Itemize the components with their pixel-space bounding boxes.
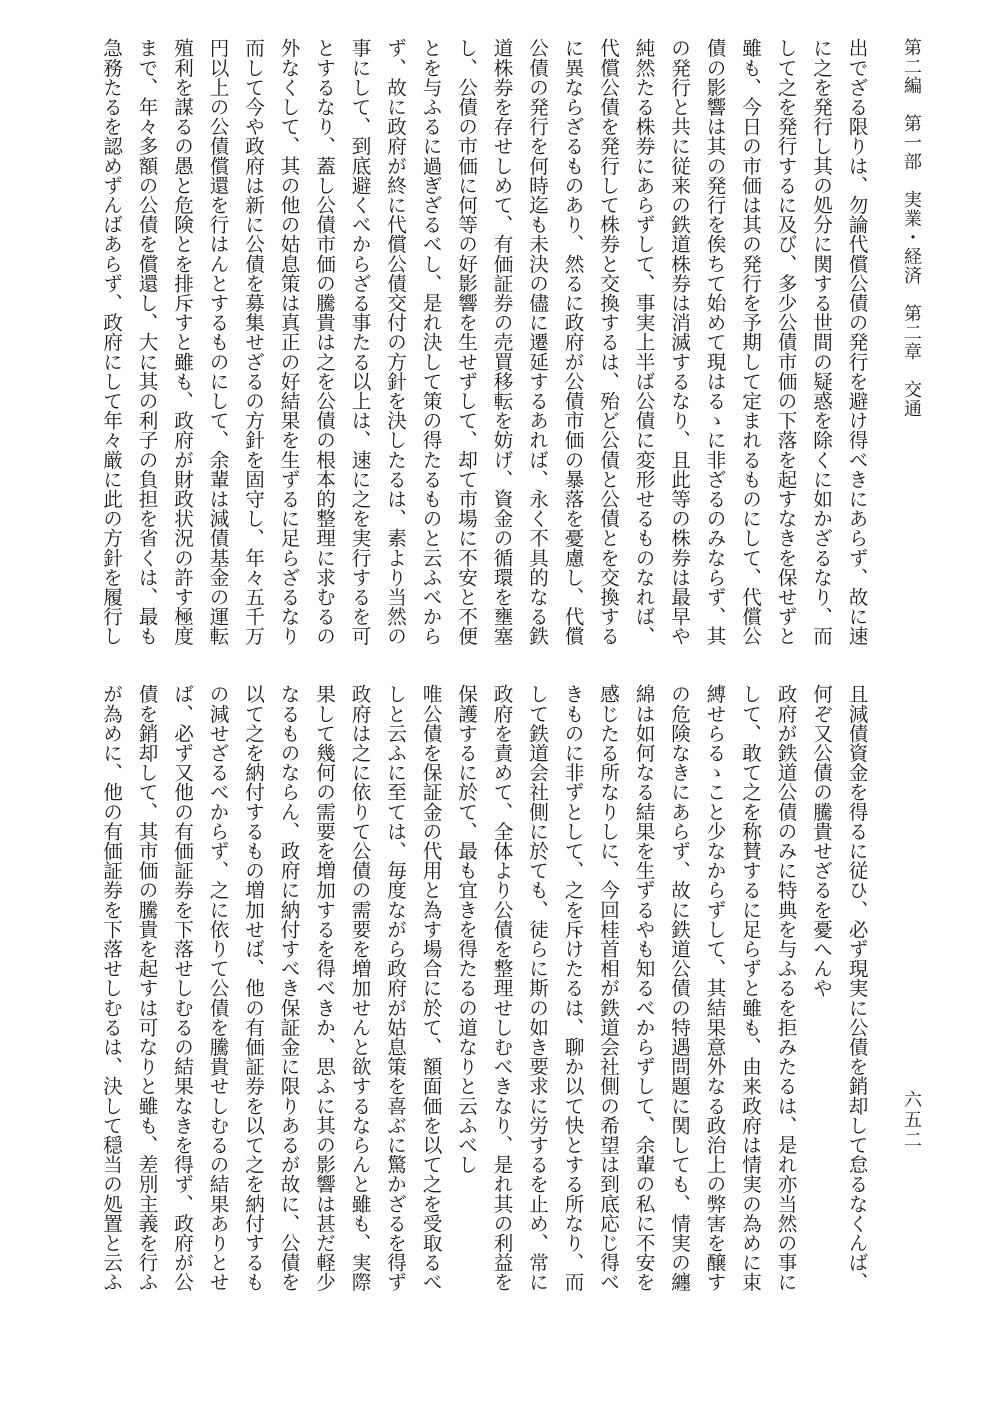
text-line: 且減債資金を得るに従ひ、必ず現実に公債を銷却して怠るなくんば、 [845, 684, 868, 1292]
text-line: しと云ふに至ては、毎度ながら政府が姑息策を喜ぶに驚かざるを得ず [383, 684, 407, 1292]
text-line: 政府は之に依りて公債の需要を増加せんと欲するならんと雖も、実際 [348, 684, 371, 1292]
text-line: 代償公債を発行して株券と交換するは、殆ど公債と公債とを交換する [596, 38, 620, 646]
text-line: 感じたる所なりしに、今回桂首相が鉄道会社側の希望は到底応じ得べ [596, 684, 620, 1292]
text-line: の発行と共に従来の鉄道株券は消滅するなり、且此等の株券は最早や [667, 38, 691, 646]
text-line: 政府を責めて、全体より公債を整理せしむべきなり、是れ其の利益を [490, 684, 513, 1292]
text-line: きものに非ずとして、之を斥けたるは、聊か以て快とする所なり、而 [561, 684, 584, 1292]
running-head: 第二編 第一部 実業・経済 第二章 交通 [901, 38, 922, 418]
text-line: 急務たるを認めずんばあらず、政府にして年々厳に此の方針を履行し [99, 38, 123, 646]
lower-text-block [64, 684, 874, 1364]
upper-text-block [64, 38, 874, 668]
text-line: 事にして、到底避くべからざる事たる以上は、速に之を実行するを可 [348, 38, 371, 646]
text-line: して之を発行するに及び、多少公債市価の下落を起すなきを保せずと [774, 38, 797, 646]
text-line: 唯公債を保証金の代用と為す場合に於て、額面価を以て之を受取るべ [419, 684, 442, 1292]
text-line: 債の影響は其の発行を俟ちて始めて現はるゝに非ざるのみならず、其 [703, 38, 726, 646]
text-line: 外なくして、其の他の姑息策は真正の好結果を生ずるに足らざるなり [277, 38, 300, 646]
text-line: して鉄道会社側に於ても、徒らに斯の如き要求に労するを止め、常に [525, 684, 549, 1292]
text-line: 以て之を納付するもの増加せば、他の有価証券を以て之を納付するも [241, 684, 265, 1292]
text-line: の危険なきにあらず、故に鉄道公債の特遇問題に関しても、情実の纏 [667, 684, 691, 1292]
text-line: 果して幾何の需要を増加するを得べきか、思ふに其の影響は甚だ軽少 [312, 684, 336, 1292]
text-line: 殖利を謀るの愚と危険とを排斥すと雖も、政府が財政状況の許す極度 [170, 38, 194, 646]
text-line: し、公債の市価に何等の好影響を生せずして、却て市場に不安と不便 [454, 38, 478, 646]
text-line: の減せざるべからず、之に依りて公債を騰貴せしむるの結果ありとせ [206, 684, 229, 1292]
text-line: ず、故に政府が終に代償公債交付の方針を決したるは、素より当然の [383, 38, 407, 646]
page-number: 六五二 [901, 1090, 922, 1150]
text-line: 公債の発行を何時迄も未決の儘に遷延するあれば、永く不具的なる鉄 [525, 38, 549, 646]
text-line: 政府が鉄道公債のみに特典を与ふるを拒みたるは、是れ亦当然の事に [774, 684, 797, 1292]
text-line: 債を銷却して、其市価の騰貴を起すは可なりと雖も、差別主義を行ふ [135, 684, 158, 1292]
text-line: 円以上の公債償還を行はんとするものにして、余輩は減債基金の運転 [206, 38, 229, 646]
text-line: とするなり、蓋し公債市価の騰貴は之を公債の根本的整理に求むるの [312, 38, 336, 646]
text-line: 綿は如何なる結果を生ずるやも知るべからずして、余輩の私に不安を [632, 684, 655, 1292]
text-line: 雖も、今日の市価は其の発行を予期して定まれるものにして、代償公 [738, 38, 762, 646]
text-line: とを与ふるに過ぎざるべし、是れ決して策の得たるものと云ふべから [419, 38, 442, 646]
text-line: まで、年々多額の公債を償還し、大に其の利子の負担を省くは、最も [135, 38, 158, 646]
text-line: が為めに、他の有価証券を下落せしむるは、決して穏当の処置と云ふ [99, 684, 123, 1292]
text-line: して、敢て之を称賛するに足らずと雖も、由来政府は情実の為めに束 [738, 684, 762, 1292]
text-line: に之を発行し其の処分に関する世間の疑惑を除くに如かざるなり、而 [809, 38, 833, 646]
text-line: 保護するに於て、最も宜きを得たるの道なりと云ふべし [454, 684, 478, 1174]
text-line: 何ぞ又公債の騰貴せざるを憂へんや [809, 684, 833, 998]
text-line: 道株券を存せしめて、有価証券の売買移転を妨げ、資金の循環を壅塞 [490, 38, 513, 646]
text-line: に異ならざるものあり、然るに政府が公債市価の暴落を憂慮し、代償 [561, 38, 584, 646]
text-line: ば、必ず又他の有価証券を下落せしむるの結果なきを得ず、政府が公 [170, 684, 194, 1292]
text-line: 純然たる株券にあらずして、事実上半ば公債に変形せるものなれば、 [632, 38, 655, 646]
text-line: 縛せらるゝこと少なからずして、其結果意外なる政治上の弊害を醸す [703, 684, 726, 1292]
text-line: 而して今や政府は新に公債を募集せざるの方針を固守し、年々五千万 [241, 38, 265, 646]
text-line: なるものならん、政府に納付すべき保証金に限りあるが故に、公債を [277, 684, 300, 1292]
text-line: 出でざる限りは、勿論代償公債の発行を避け得べきにあらず、故に速 [845, 38, 868, 646]
